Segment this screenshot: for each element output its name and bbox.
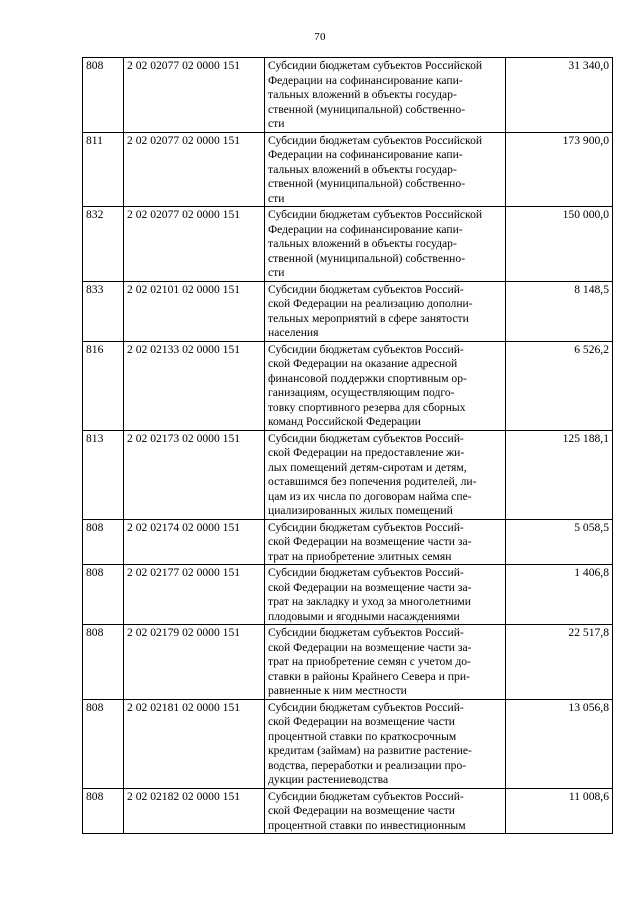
description-line: ственной (муниципальной) собственно- [268, 251, 466, 265]
description-line: плодовыми и ягодными насаждениями [268, 609, 460, 623]
amount-cell: 1 406,8 [506, 565, 613, 625]
description-line: Субсидии бюджетам субъектов Российской [268, 208, 483, 221]
budget-classification-code-cell: 2 02 02133 02 0000 151 [124, 341, 265, 430]
description-line: ставки в районы Крайнего Севера и при- [268, 669, 470, 683]
table-row [83, 519, 613, 565]
budget-table [82, 57, 613, 834]
description-line: трат на приобретение элитных семян [268, 549, 452, 563]
budget-classification-code-cell: 2 02 02173 02 0000 151 [124, 430, 265, 519]
income-description-cell [265, 207, 506, 282]
description-line: Субсидии бюджетам субъектов Россий- [268, 520, 464, 534]
description-line: Субсидии бюджетам субъектов Россий- [268, 700, 464, 714]
income-description-cell [265, 281, 506, 341]
description-line: сти [268, 191, 285, 205]
description-line: водства, переработки и реализации про- [268, 758, 467, 772]
income-description-cell [265, 430, 506, 519]
amount-cell: 173 900,0 [506, 132, 613, 207]
amount-cell: 150 000,0 [506, 207, 613, 282]
income-description-cell [265, 341, 506, 430]
budget-classification-code-cell: 2 02 02182 02 0000 151 [124, 788, 265, 834]
description-line: дукции растениеводства [268, 773, 389, 786]
budget-classification-code-cell: 2 02 02077 02 0000 151 [124, 58, 265, 133]
description-line: процентной ставки по инвестиционным [268, 818, 466, 832]
income-description-cell [265, 132, 506, 207]
description-line: ской Федерации на оказание адресной [268, 357, 458, 370]
admin-code-cell: 808 [83, 519, 124, 565]
description-line: трат на приобретение семян с учетом до- [268, 655, 471, 668]
description-line: цам из их числа по договорам найма спе- [268, 489, 472, 503]
amount-cell: 11 008,6 [506, 788, 613, 834]
page-number: 70 [314, 31, 326, 43]
amount-cell: 6 526,2 [506, 341, 613, 430]
description-line: Субсидии бюджетам субъектов Россий- [268, 626, 464, 639]
description-line: оставшимся без попечения родителей, ли- [268, 475, 477, 488]
income-description-cell [265, 519, 506, 565]
table-row [83, 281, 613, 341]
description-line: ственной (муниципальной) собственно- [268, 177, 466, 190]
table-row [83, 430, 613, 519]
admin-code-cell: 808 [83, 788, 124, 834]
description-line: финансовой поддержки спортивным ор- [268, 371, 467, 385]
description-line: Субсидии бюджетам субъектов Россий- [268, 431, 464, 445]
amount-cell: 13 056,8 [506, 699, 613, 788]
table-row [83, 207, 613, 282]
description-line: ской Федерации на реализацию дополни- [268, 297, 473, 310]
admin-code-cell: 808 [83, 699, 124, 788]
table-row [83, 132, 613, 207]
table-row [83, 625, 613, 700]
description-line: лых помещений детям-сиротам и детям, [268, 460, 467, 474]
description-line: ской Федерации на возмещение части за- [268, 580, 472, 594]
description-line: ской Федерации на возмещение части за- [268, 535, 472, 548]
description-line: ской Федерации на предоставление жи- [268, 446, 465, 459]
description-line: Субсидии бюджетам субъектов Россий- [268, 789, 464, 803]
description-line: ской Федерации на возмещение части за- [268, 640, 472, 654]
income-description-cell [265, 788, 506, 834]
admin-code-cell: 808 [83, 565, 124, 625]
amount-cell: 125 188,1 [506, 430, 613, 519]
description-line: Субсидии бюджетам субъектов Российской [268, 133, 483, 147]
description-line: тальных вложений в объекты государ- [268, 88, 457, 101]
budget-classification-code-cell: 2 02 02181 02 0000 151 [124, 699, 265, 788]
description-line: Субсидии бюджетам субъектов Россий- [268, 282, 464, 296]
amount-cell: 8 148,5 [506, 281, 613, 341]
description-line: тальных вложений в объекты государ- [268, 162, 457, 176]
table-row [83, 788, 613, 834]
description-line: товку спортивного резерва для сборных [268, 400, 466, 414]
description-line: тельных мероприятий в сфере занятости [268, 311, 469, 325]
description-line: ганизациям, осуществляющим подго- [268, 386, 455, 399]
income-description-cell [265, 625, 506, 700]
admin-code-cell: 816 [83, 341, 124, 430]
description-line: населения [268, 326, 319, 339]
description-line: процентной ставки по краткосрочным [268, 729, 457, 743]
description-line: Федерации на софинансирование капи- [268, 73, 463, 87]
description-line: ственной (муниципальной) собственно- [268, 102, 466, 116]
admin-code-cell: 833 [83, 281, 124, 341]
description-line: трат на закладку и уход за многолетними [268, 595, 471, 608]
admin-code-cell: 808 [83, 58, 124, 133]
admin-code-cell: 813 [83, 430, 124, 519]
description-line: равненные к ним местности [268, 684, 407, 697]
table-row [83, 341, 613, 430]
budget-classification-code-cell: 2 02 02177 02 0000 151 [124, 565, 265, 625]
amount-cell: 22 517,8 [506, 625, 613, 700]
income-description-cell [265, 58, 506, 133]
description-line: Федерации на софинансирование капи- [268, 222, 463, 236]
budget-classification-code-cell: 2 02 02077 02 0000 151 [124, 132, 265, 207]
description-line: Субсидии бюджетам субъектов Россий- [268, 342, 464, 356]
table-row [83, 565, 613, 625]
table-row [83, 699, 613, 788]
income-description-cell [265, 699, 506, 788]
table-row [83, 58, 613, 133]
budget-classification-code-cell: 2 02 02101 02 0000 151 [124, 281, 265, 341]
description-line: Субсидии бюджетам субъектов Россий- [268, 566, 464, 579]
budget-classification-code-cell: 2 02 02174 02 0000 151 [124, 519, 265, 565]
description-line: кредитам (займам) на развитие растение- [268, 744, 472, 757]
description-line: сти [268, 117, 285, 130]
description-line: ской Федерации на возмещение части [268, 804, 455, 817]
admin-code-cell: 808 [83, 625, 124, 700]
description-line: Федерации на софинансирование капи- [268, 148, 463, 161]
description-line: циализированных жилых помещений [268, 504, 453, 517]
budget-table-body [83, 58, 613, 834]
description-line: Субсидии бюджетам субъектов Российской [268, 59, 483, 72]
amount-cell: 31 340,0 [506, 58, 613, 133]
budget-classification-code-cell: 2 02 02077 02 0000 151 [124, 207, 265, 282]
income-description-cell [265, 565, 506, 625]
description-line: тальных вложений в объекты государ- [268, 237, 457, 250]
description-line: сти [268, 266, 285, 279]
admin-code-cell: 832 [83, 207, 124, 282]
description-line: команд Российской Федерации [268, 415, 421, 428]
description-line: ской Федерации на возмещение части [268, 715, 455, 728]
amount-cell: 5 058,5 [506, 519, 613, 565]
budget-classification-code-cell: 2 02 02179 02 0000 151 [124, 625, 265, 700]
admin-code-cell: 811 [83, 132, 124, 207]
